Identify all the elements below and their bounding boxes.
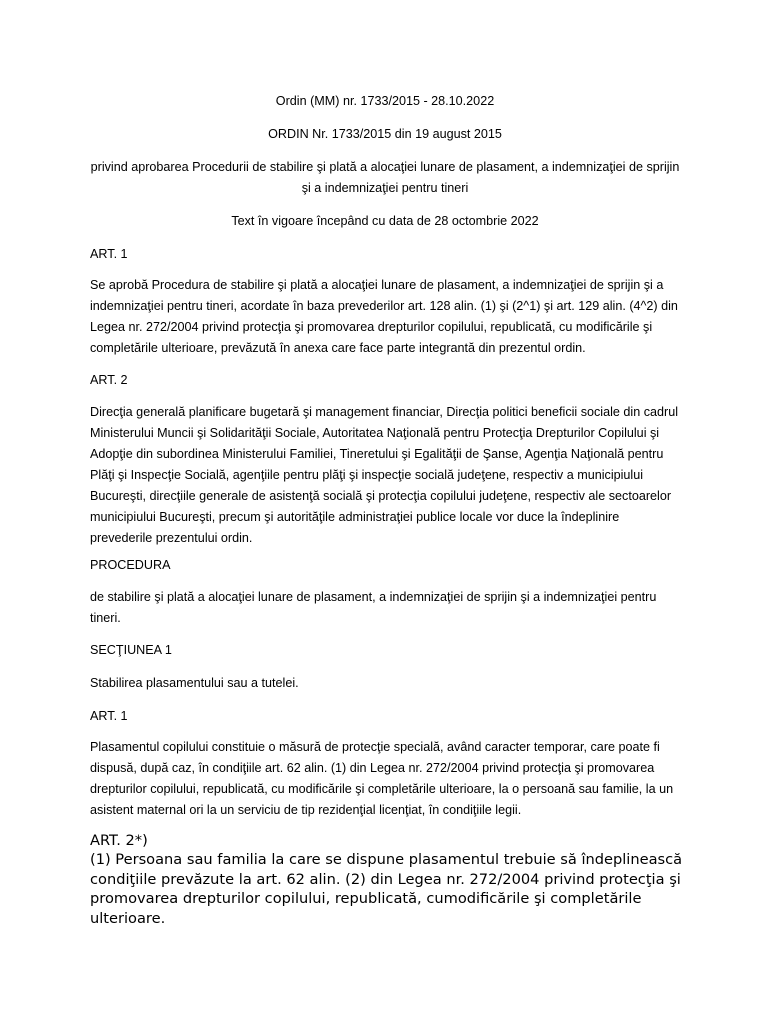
section-heading: SECŢIUNEA 1 — [90, 643, 172, 657]
section-art2-heading: ART. 2*) — [90, 832, 148, 849]
art2-text: Direcţia generală planificare bugetară şi management financiar, Direcţia politici beneficii sociale din cadrul Ministerului Muncii şi Solidarităţii Sociale, Autoritatea Naţională pentru Protecţia Drepturilor Copilului şi Adopţie din subordinea Ministerului Familiei, Tineretului şi Egalităţii de Şanse, Agenţia Naţională pentru Plăţi şi Inspecţie Socială, agenţiile pentru plăţi şi inspecţie socială judeţene, respectiv a municipiului Bucureşti, direcţiile generale de asistenţă socială şi protecţia copilului judeţene, respectiv ale sectoarelor municipiului Bucureşti, precum şi autorităţile administraţiei publice locale vor duce la îndeplinire prevederile prezentului ordin. — [90, 405, 679, 545]
document-reference: Ordin (MM) nr. 1733/2015 - 28.10.2022 — [275, 94, 495, 108]
section-art1-heading: ART. 1 — [90, 709, 128, 723]
art1-text: Se aprobă Procedura de stabilire şi plată a alocaţiei lunare de plasament, a indemnizaţiei de sprijin şi a indemnizaţiei pentru tineri, acordate în baza prevederilor art. 128 alin. (1) şi (2^1) şi art. 129 alin. (4^2) din Legea nr. 272/2004 privind protecţia şi promovarea drepturilor copilului, republicată, cu modificările şi completările ulterioare, prevăzută în anexa care face parte integrantă din prezentul ordin. — [90, 278, 678, 355]
order-title: ORDIN Nr. 1733/2015 din 19 august 2015 — [268, 127, 502, 141]
validity-note: Text în vigoare începând cu data de 28 octombrie 2022 — [231, 214, 539, 228]
order-subject: privind aprobarea Procedurii de stabilire şi plată a alocaţiei lunare de plasament, a indemnizaţiei de sprijin şi a indemnizaţiei pentru tineri — [90, 160, 680, 195]
section-art1-text: Plasamentul copilului constituie o măsură de protecţie specială, având caracter temporar, care poate fi dispusă, după caz, în condiţiile art. 62 alin. (1) din Legea nr. 272/2004 privind protecţia şi promovarea drepturilor copilului, republicată, cu modificările şi completările ulterioare, la o persoană sau familie, la un asistent maternal ori la un serviciu de tip rezidenţial licenţiat, în condiţiile legii. — [90, 740, 674, 817]
procedura-text: de stabilire şi plată a alocaţiei lunare de plasament, a indemnizaţiei de sprijin şi a indemnizaţiei pentru tineri. — [90, 590, 657, 625]
section-art2-text: (1) Persoana sau familia la care se dispune plasamentul trebuie să îndeplinească condiţiile prevăzute la art. 62 alin. (2) din Legea nr. 272/2004 privind protecţia şi promovarea drepturilor copilului, republicată, cumodificările şi completările ulterioare. — [90, 851, 683, 927]
procedura-heading: PROCEDURA — [90, 558, 171, 572]
art2-heading: ART. 2 — [90, 373, 128, 387]
section-title: Stabilirea plasamentului sau a tutelei. — [90, 676, 299, 690]
art1-heading: ART. 1 — [90, 247, 128, 261]
